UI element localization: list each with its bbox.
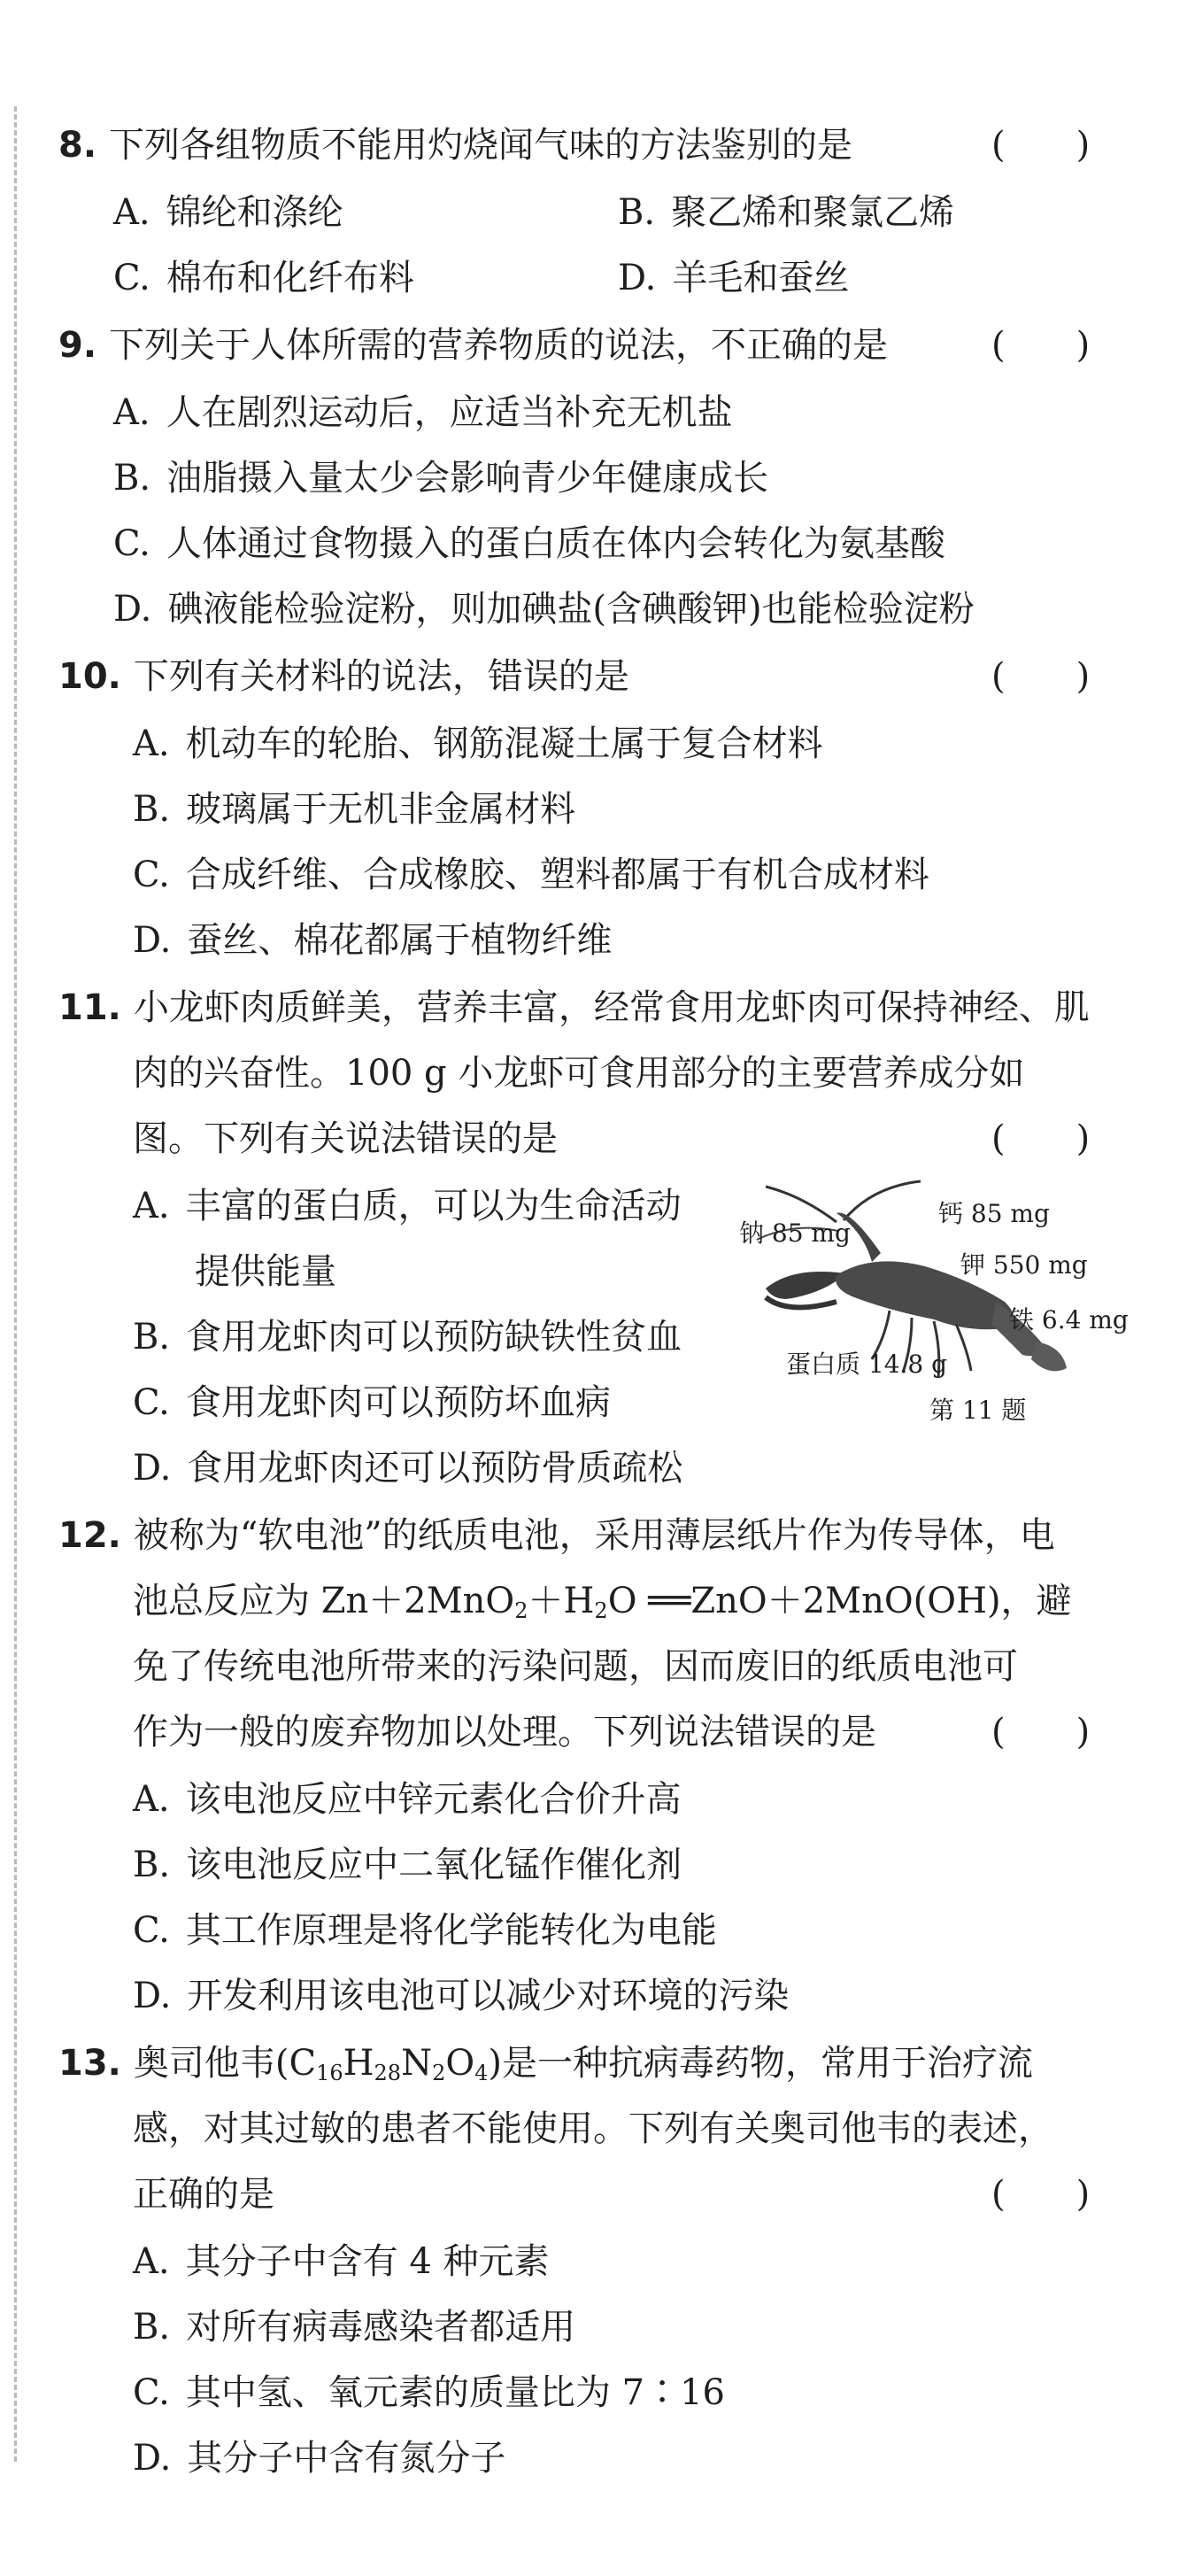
answer-paren: ( ) bbox=[991, 325, 1091, 366]
answer-paren: ( ) bbox=[991, 656, 1091, 697]
answer-paren: ( ) bbox=[991, 125, 1091, 166]
option-b: B. 玻璃属于无机非金属材料 bbox=[133, 789, 576, 830]
question-8-stem bbox=[58, 120, 852, 170]
option-b: B. 对所有病毒感染者都适用 bbox=[133, 2307, 576, 2348]
question-9-stem: 9. 下列关于人体所需的营养物质的说法，不正确的是 bbox=[58, 325, 889, 366]
question-11-stem-line-2: 肉的兴奋性。100 g 小龙虾可食用部分的主要营养成分如 bbox=[133, 1053, 1025, 1094]
option-d: D. 羊毛和蚕丝 bbox=[618, 258, 850, 298]
option-a: A. 丰富的蛋白质，可以为生命活动 bbox=[133, 1186, 682, 1226]
option-a: A. 锦纶和涤纶 bbox=[113, 192, 343, 233]
option-d: D. 其分子中含有氮分子 bbox=[133, 2438, 506, 2479]
question-11-stem-line-3: 图。下列有关说法错误的是 bbox=[133, 1118, 558, 1159]
question-12-equation-line: 池总反应为 $Zn+2MnO_2+H_2O$ ══ZnO＋2MnO(OH)，避 bbox=[133, 1581, 1072, 1623]
option-d: D. 蚕丝、棉花都属于植物纤维 bbox=[133, 920, 613, 961]
answer-paren: ( ) bbox=[991, 1712, 1091, 1752]
option-a: A. 其分子中含有 4 种元素 bbox=[133, 2241, 550, 2282]
option-d: D. 开发利用该电池可以减少对环境的污染 bbox=[133, 1976, 790, 2016]
question-12-stem-line-3: 免了传统电池所带来的污染问题，因而废旧的纸质电池可 bbox=[133, 1646, 1018, 1687]
question-13-stem-line-1: 13. 奥司他韦$(C_{16}H_{28}N_2O_4)$是一种抗病毒药物，常用于治疗流 bbox=[58, 2043, 1034, 2085]
option-b: B. 聚乙烯和聚氯乙烯 bbox=[618, 192, 955, 233]
option-c: C. 人体通过食物摄入的蛋白质在体内会转化为氨基酸 bbox=[113, 523, 945, 564]
option-c: C. 合成纤维、合成橡胶、塑料都属于有机合成材料 bbox=[133, 855, 929, 895]
question-13-stem-line-3: 正确的是 bbox=[133, 2174, 274, 2215]
answer-paren: ( ) bbox=[991, 2174, 1091, 2215]
option-d: D. 碘液能检验淀粉，则加碘盐(含碘酸钾)也能检验淀粉 bbox=[113, 589, 975, 630]
option-c: C. 其工作原理是将化学能转化为电能 bbox=[133, 1910, 717, 1951]
option-c: C. 其中氢、氧元素的质量比为 7∶16 bbox=[133, 2372, 725, 2413]
option-a: A. 该电池反应中锌元素化合价升高 bbox=[133, 1779, 682, 1820]
figure-caption: 第 11 题 bbox=[929, 1396, 1027, 1425]
question-12-stem-line-1: 12. 被称为“软电池”的纸质电池，采用薄层纸片作为传导体，电 bbox=[58, 1515, 1055, 1556]
question-number: 8. bbox=[58, 125, 97, 166]
question-text: 下列各组物质不能用灼烧闻气味的方法鉴别的是 bbox=[109, 125, 853, 166]
question-12-stem-line-4: 作为一般的废弃物加以处理。下列说法错误的是 bbox=[133, 1712, 876, 1752]
iron-label: 铁 6.4 mg bbox=[1009, 1305, 1129, 1334]
question-10-stem: 10. 下列有关材料的说法，错误的是 bbox=[58, 656, 629, 697]
option-b: B. 该电池反应中二氧化锰作催化剂 bbox=[133, 1845, 682, 1885]
option-b: B. 油脂摄入量太少会影响青少年健康成长 bbox=[113, 458, 769, 499]
binding-margin-rule bbox=[14, 106, 17, 2462]
option-a: A. 人在剧烈运动后，应适当补充无机盐 bbox=[113, 392, 733, 433]
potassium-label: 钾 550 mg bbox=[960, 1250, 1088, 1280]
option-d: D. 食用龙虾肉还可以预防骨质疏松 bbox=[133, 1448, 683, 1489]
option-a-continuation: 提供能量 bbox=[195, 1251, 336, 1292]
question-11-stem-line-1: 11. 小龙虾肉质鲜美，营养丰富，经常食用龙虾肉可保持神经、肌 bbox=[58, 987, 1090, 1028]
sodium-label: 钠 85 mg bbox=[739, 1218, 851, 1248]
option-c: C. 棉布和化纤布料 bbox=[113, 258, 414, 298]
calcium-label: 钙 85 mg bbox=[938, 1199, 1050, 1228]
option-b: B. 食用龙虾肉可以预防缺铁性贫血 bbox=[133, 1317, 682, 1358]
question-13-stem-line-2: 感，对其过敏的患者不能使用。下列有关奥司他韦的表述， bbox=[133, 2108, 1053, 2149]
option-a: A. 机动车的轮胎、钢筋混凝土属于复合材料 bbox=[133, 723, 823, 764]
option-c: C. 食用龙虾肉可以预防坏血病 bbox=[133, 1382, 611, 1423]
protein-label: 蛋白质 14.8 g bbox=[786, 1350, 948, 1379]
answer-paren: ( ) bbox=[991, 1118, 1091, 1159]
